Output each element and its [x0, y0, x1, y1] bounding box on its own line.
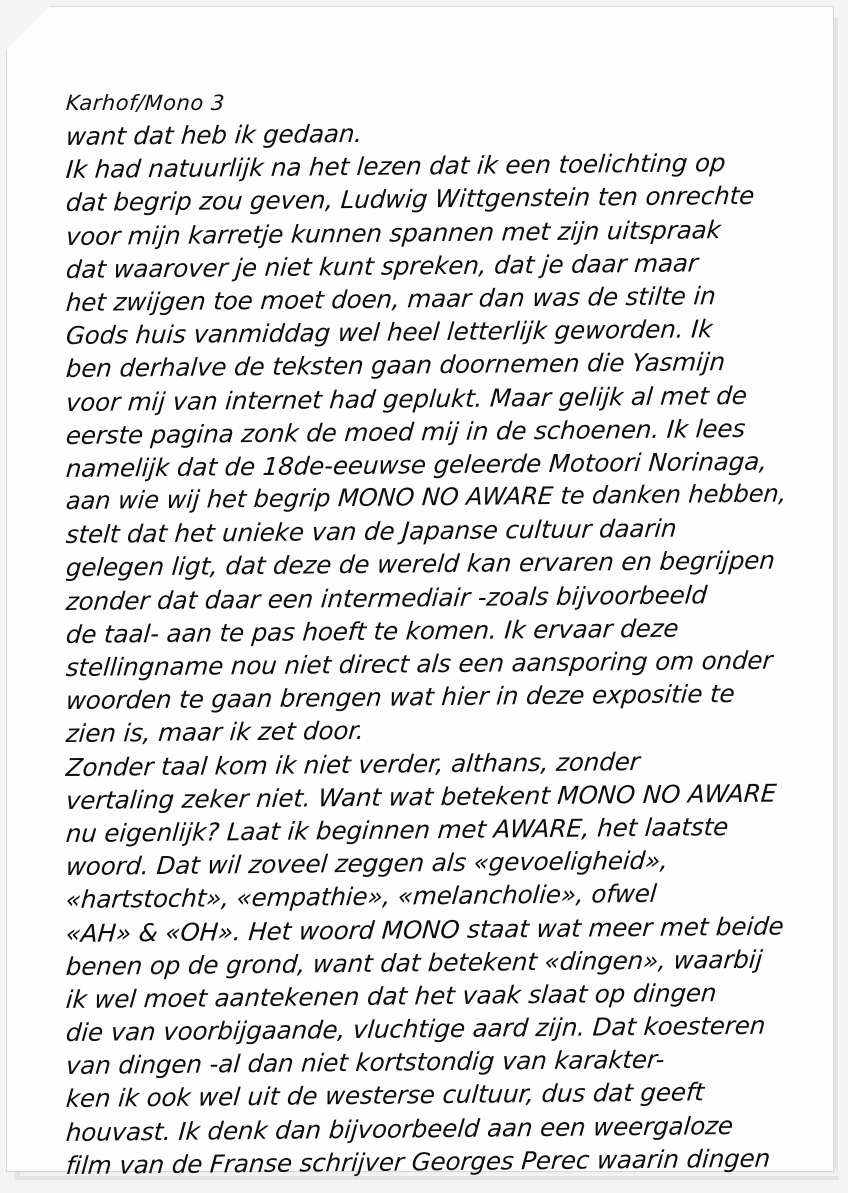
text-line: voor mijn karretje kunnen spannen met zijn uitspraak: [64, 214, 722, 251]
text-line: namelijk dat de 18de-eeuwse geleerde Motoori Norinaga,: [64, 446, 769, 483]
page-header: Karhof/Mono 3: [65, 91, 226, 115]
text-line: houvast. Ik denk dan bijvoorbeeld aan een weergaloze: [64, 1110, 735, 1147]
text-line: gelegen ligt, dat deze de wereld kan ervaren en begrijpen: [64, 546, 776, 583]
text-line: vertaling zeker niet. Want wat betekent MONO NO AWARE: [64, 778, 778, 815]
text-line: voor mij van internet had geplukt. Maar gelijk al met de: [64, 380, 749, 417]
text-line: ben derhalve de teksten gaan doornemen die Yasmijn: [64, 347, 727, 384]
text-line: «AH» & «OH». Het woord MONO staat wat meer met beide: [64, 910, 785, 948]
text-line: ik wel moet aantekenen dat het vaak slaat op dingen: [64, 978, 718, 1014]
text-line: «hartstocht», «empathie», «melancholie», ofwel: [64, 879, 658, 915]
text-lines: [66, 120, 786, 1182]
text-line: woord. Dat wil zoveel zeggen als «gevoeligheid»,: [64, 845, 670, 882]
text-line: stellingname nou niet direct als een aansporing om onder: [64, 645, 774, 682]
text-line: de taal- aan te pas hoeft te komen. Ik ervaar deze: [64, 613, 680, 649]
text-line: het zwijgen toe moet doen, maar dan was de stilte in: [64, 281, 717, 317]
text-line: stelt dat het unieke van de Japanse cultuur daarin: [64, 513, 678, 550]
text-line: dat waarover je niet kunt spreken, dat je daar maar: [64, 248, 700, 284]
text-line: eerste pagina zonk de moed mij in de schoenen. Ik lees: [64, 413, 747, 450]
text-line: ken ik ook wel uit de westerse cultuur, dus dat geeft: [64, 1077, 706, 1114]
text-line: aan wie wij het begrip MONO NO AWARE te danken hebben,: [64, 479, 788, 516]
text-line: Ik had natuurlijk na het lezen dat ik een toelichting op: [64, 148, 727, 185]
text-line: benen op de grond, want dat betekent «dingen», waarbij: [64, 944, 764, 981]
text-line: zonder dat daar een intermediair -zoals bijvoorbeeld: [64, 579, 709, 616]
text-line: van dingen -al dan niet kortstondig van karakter-: [64, 1044, 666, 1081]
text-line: die van voorbijgaande, vluchtige aard zijn. Dat koesteren: [64, 1010, 767, 1048]
text-line: woorden te gaan brengen wat hier in deze expositie te: [64, 679, 736, 716]
text-line: want dat heb ik gedaan.: [64, 118, 364, 151]
text-line: zien is, maar ik zet door.: [64, 716, 365, 749]
text-line: Zonder taal kom ik niet verder, althans, zonder: [64, 746, 641, 782]
handwritten-text-block: [66, 86, 786, 1182]
text-line: Gods huis vanmiddag wel heel letterlijk geworden. Ik: [64, 314, 714, 351]
text-line: film van de Franse schrijver Georges Perec waarin dingen: [64, 1143, 772, 1180]
text-line: nu eigenlijk? Laat ik beginnen met AWARE, het laatste: [64, 812, 730, 848]
text-line: dat begrip zou geven, Ludwig Wittgenstein ten onrechte: [64, 181, 756, 218]
